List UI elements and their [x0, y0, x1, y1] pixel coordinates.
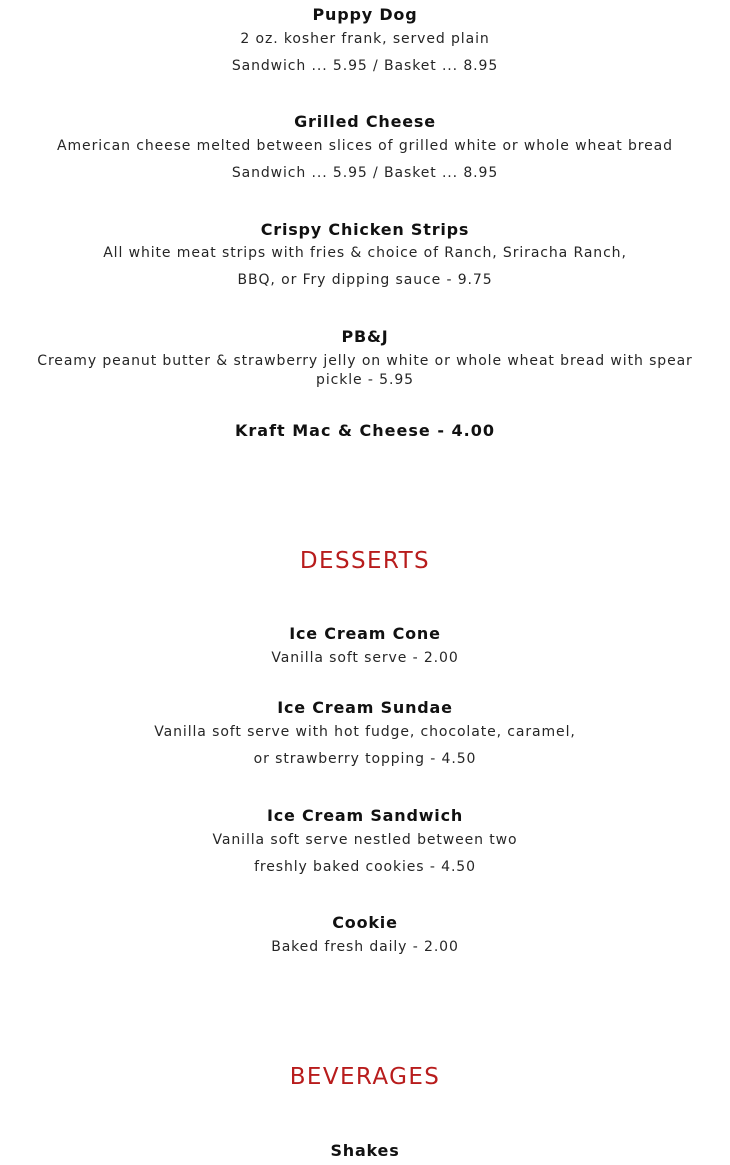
puppy-dog-title: Puppy Dog [312, 5, 418, 24]
puppy-dog-description: 2 oz. kosher frank, served plain [240, 31, 490, 47]
chicken-strips-title: Crispy Chicken Strips [260, 220, 470, 239]
ice-cream-sandwich-description-line2: freshly baked cookies - 4.50 [254, 859, 476, 875]
chicken-strips-description-line1: All white meat strips with fries & choice of Ranch, Sriracha Ranch, [103, 245, 627, 261]
beverages-heading: BEVERAGES [289, 1064, 441, 1090]
cookie-description: Baked fresh daily - 2.00 [271, 939, 459, 955]
ice-cream-sundae-title: Ice Cream Sundae [277, 698, 453, 717]
ice-cream-sandwich-description-line1: Vanilla soft serve nestled between two [212, 832, 518, 848]
pbj-title: PB&J [341, 327, 389, 346]
ice-cream-sundae-description-line1: Vanilla soft serve with hot fudge, chocolate, caramel, [154, 724, 576, 740]
ice-cream-cone-description: Vanilla soft serve - 2.00 [271, 650, 459, 666]
cookie-title: Cookie [332, 913, 398, 932]
chicken-strips-description-line2: BBQ, or Fry dipping sauce - 9.75 [237, 272, 493, 288]
grilled-cheese-price: Sandwich ... 5.95 / Basket ... 8.95 [231, 165, 499, 181]
pbj-description: Creamy peanut butter & strawberry jelly on white or whole wheat bread with spear pickle - 5.95 [37, 353, 693, 388]
desserts-heading: DESSERTS [299, 548, 431, 574]
ice-cream-sandwich-title: Ice Cream Sandwich [266, 806, 464, 825]
shakes-title: Shakes [330, 1141, 400, 1160]
grilled-cheese-description: American cheese melted between slices of grilled white or whole wheat bread [57, 138, 673, 154]
grilled-cheese-title: Grilled Cheese [294, 112, 436, 131]
kraft-mac-cheese-title: Kraft Mac & Cheese - 4.00 [234, 421, 496, 440]
ice-cream-sundae-description-line2: or strawberry topping - 4.50 [253, 751, 477, 767]
puppy-dog-price: Sandwich ... 5.95 / Basket ... 8.95 [231, 58, 499, 74]
ice-cream-cone-title: Ice Cream Cone [289, 624, 441, 643]
